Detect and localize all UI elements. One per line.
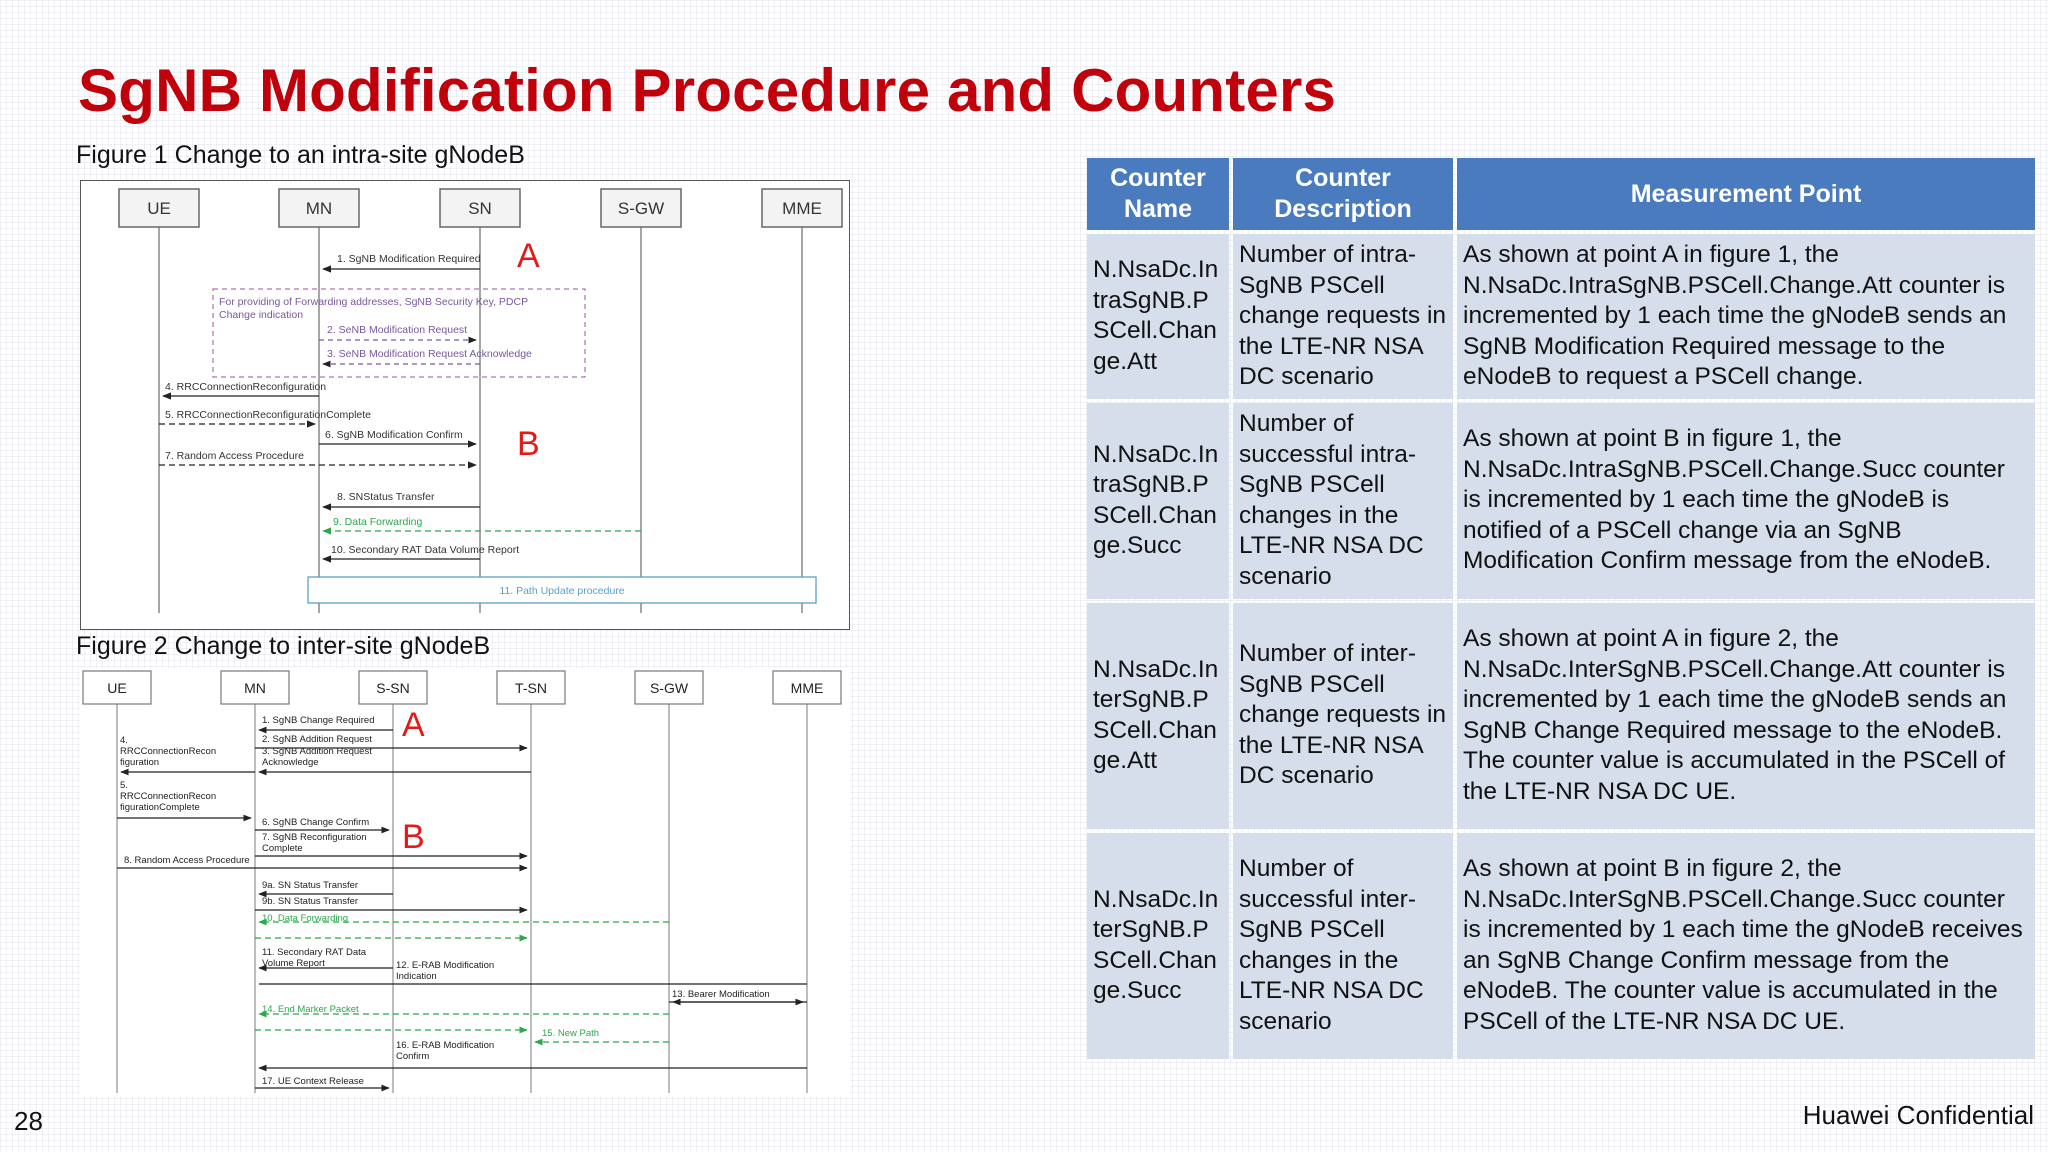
table-row (1087, 234, 2035, 399)
figure1-diagram (80, 180, 850, 630)
measurement-point-cell: As shown at point A in figure 1, the N.NsaDc.IntraSgNB.PSCell.Change.Att counter is incremented by 1 each time the gNodeB sends an SgNB Modification Required message to the eNodeB to request a PSCell change. (1457, 234, 2035, 399)
label-step5: 5. RRCConnectionReconfigurationComplete (165, 409, 372, 421)
group-note-line1: For providing of Forwarding addresses, SgNB Security Key, PDCP (219, 296, 529, 308)
table-header-row (1087, 158, 2035, 230)
svg-text:UE: UE (147, 199, 171, 218)
counters-table (1083, 154, 2039, 1063)
f2-label-4b: RRCConnectionRecon (120, 746, 217, 757)
header-counter-name: Counter Name (1087, 158, 1229, 230)
f2-marker-b: B (402, 818, 425, 856)
label-step1: 1. SgNB Modification Required (337, 253, 481, 265)
node-ue (119, 189, 199, 227)
f2-label-3b: Acknowledge (262, 757, 319, 768)
table-row (1087, 603, 2035, 829)
node-mme (762, 189, 842, 227)
label-step6: 6. SgNB Modification Confirm (325, 429, 463, 441)
f2-label-2: 2. SgNB Addition Request (262, 734, 372, 745)
figure1-caption: Figure 1 Change to an intra-site gNodeB (76, 141, 525, 169)
f2-label-9b: 9b. SN Status Transfer (262, 896, 359, 907)
measurement-point-cell: As shown at point B in figure 1, the N.NsaDc.IntraSgNB.PSCell.Change.Succ counter is incremented by 1 each time the gNodeB is notified of a PSCell change via an SgNB Modification Confirm message from the eNodeB. (1457, 403, 2035, 599)
f2-label-16b: Confirm (396, 1051, 430, 1062)
counter-description-cell: Number of inter-SgNB PSCell change requests in the LTE-NR NSA DC scenario (1233, 603, 1453, 829)
label-step10: 10. Secondary RAT Data Volume Report (331, 544, 520, 556)
svg-text:SN: SN (468, 199, 492, 218)
node2-mn (221, 671, 289, 704)
marker-b: B (517, 425, 540, 463)
f2-label-7b: Complete (262, 843, 303, 854)
f2-label-16a: 16. E-RAB Modification (396, 1040, 495, 1051)
table-row (1087, 833, 2035, 1059)
counter-description-cell: Number of intra-SgNB PSCell change requests in the LTE-NR NSA DC scenario (1233, 234, 1453, 399)
svg-text:MME: MME (782, 199, 822, 218)
group-note-line2: Change indication (219, 309, 304, 321)
f2-label-15: 15. New Path (542, 1028, 600, 1039)
svg-text:S-SN: S-SN (376, 680, 410, 696)
node2-ue (83, 671, 151, 704)
svg-text:UE: UE (107, 680, 127, 696)
f2-label-14: 14. End Marker Packet (262, 1004, 359, 1015)
f2-label-5a: 5. (120, 780, 128, 791)
f2-marker-a: A (402, 706, 425, 744)
label-step8: 8. SNStatus Transfer (337, 491, 435, 503)
figure2-caption: Figure 2 Change to inter-site gNodeB (76, 632, 491, 660)
marker-a: A (517, 237, 540, 275)
f2-label-12b: Indication (396, 971, 437, 982)
figure1-svg (81, 181, 849, 629)
node2-ssn (359, 671, 427, 704)
f2-label-4a: 4. (120, 735, 128, 746)
node-sn (440, 189, 520, 227)
footer-confidential: Huawei Confidential (1802, 1100, 2034, 1130)
svg-text:S-GW: S-GW (617, 199, 665, 218)
counter-description-cell: Number of successful intra-SgNB PSCell changes in the LTE-NR NSA DC scenario (1233, 403, 1453, 599)
f2-label-1: 1. SgNB Change Required (262, 715, 375, 726)
f2-label-11a: 11. Secondary RAT Data (262, 947, 367, 958)
slide-title: SgNB Modification Procedure and Counters (78, 57, 1337, 124)
svg-text:MN: MN (244, 680, 266, 696)
counter-name-cell: N.NsaDc.InterSgNB.PSCell.Change.Att (1087, 603, 1229, 829)
header-counter-description: Counter Description (1233, 158, 1453, 230)
counter-name-cell: N.NsaDc.IntraSgNB.PSCell.Change.Att (1087, 234, 1229, 399)
node-mn (279, 189, 359, 227)
f2-label-9a: 9a. SN Status Transfer (262, 880, 359, 891)
counter-name-cell: N.NsaDc.InterSgNB.PSCell.Change.Succ (1087, 833, 1229, 1059)
page-number: 28 (14, 1106, 43, 1136)
figure2-svg (80, 668, 850, 1096)
counter-description-cell: Number of successful inter-SgNB PSCell changes in the LTE-NR NSA DC scenario (1233, 833, 1453, 1059)
svg-text:T-SN: T-SN (515, 680, 547, 696)
f2-label-10: 10. Data Forwarding (262, 913, 349, 924)
counter-name-cell: N.NsaDc.IntraSgNB.PSCell.Change.Succ (1087, 403, 1229, 599)
figure2-diagram (80, 668, 850, 1096)
label-step7: 7. Random Access Procedure (165, 450, 304, 462)
label-step3: 3. SeNB Modification Request Acknowledge (327, 348, 532, 360)
f2-label-12a: 12. E-RAB Modification (396, 960, 495, 971)
measurement-point-cell: As shown at point B in figure 2, the N.NsaDc.InterSgNB.PSCell.Change.Succ counter is incremented by 1 each time the gNodeB receives an SgNB Change Confirm message from the eNodeB. The counter value is accumulated in the PSCell of the LTE-NR NSA DC UE. (1457, 833, 2035, 1059)
node2-tsn (497, 671, 565, 704)
f2-label-17: 17. UE Context Release (262, 1076, 364, 1087)
label-step2: 2. SeNB Modification Request (327, 324, 468, 336)
f2-label-8: 8. Random Access Procedure (124, 855, 250, 866)
f2-label-6: 6. SgNB Change Confirm (262, 817, 370, 828)
label-step4: 4. RRCConnectionReconfiguration (165, 381, 327, 393)
node2-mme (773, 671, 841, 704)
header-measurement-point: Measurement Point (1457, 158, 2035, 230)
node-sgw (601, 189, 681, 227)
svg-text:MN: MN (305, 199, 333, 218)
svg-text:MME: MME (790, 680, 824, 696)
f2-label-7a: 7. SgNB Reconfiguration (262, 832, 367, 843)
f2-label-4c: figuration (120, 757, 160, 768)
label-step9: 9. Data Forwarding (333, 516, 423, 528)
f2-label-5c: figurationComplete (120, 802, 200, 813)
table-row (1087, 403, 2035, 599)
f2-label-3a: 3. SgNB Addition Request (262, 746, 372, 757)
label-step11: 11. Path Update procedure (499, 585, 625, 597)
node2-sgw (635, 671, 703, 704)
measurement-point-cell: As shown at point A in figure 2, the N.NsaDc.InterSgNB.PSCell.Change.Att counter is incremented by 1 each time the gNodeB sends an SgNB Change Required message to the eNodeB. The counter value is accumulated in the PSCell of the LTE-NR NSA DC UE. (1457, 603, 2035, 829)
f2-label-5b: RRCConnectionRecon (120, 791, 217, 802)
f2-label-11b: Volume Report (262, 958, 325, 969)
svg-text:S-GW: S-GW (649, 680, 689, 696)
f2-label-13: 13. Bearer Modification (672, 989, 770, 1000)
